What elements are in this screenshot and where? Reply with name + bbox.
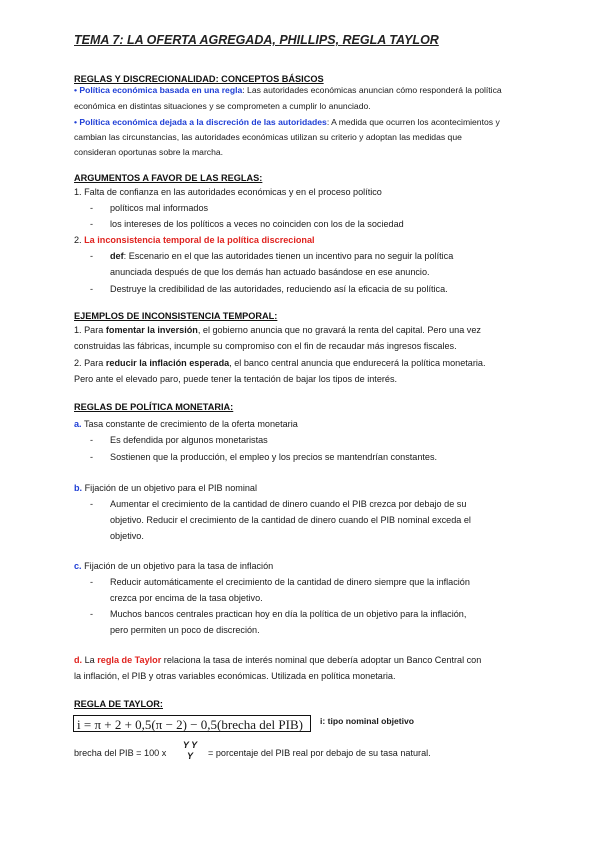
- section-heading-reglas: REGLAS Y DISCRECIONALIDAD: CONCEPTOS BÁSICOS: [74, 74, 324, 84]
- argumento-1a: - políticos mal informados: [90, 203, 209, 213]
- regla-a1: - Es defendida por algunos monetaristas: [90, 435, 268, 445]
- regla-c: c. Fijación de un objetivo para la tasa de inflación: [74, 561, 274, 571]
- brecha-definicion-pre: brecha del PIB = 100 x: [74, 748, 167, 758]
- regla-c1: - Reducir automáticamente el crecimiento de la cantidad de dinero siempre que la inflación: [90, 577, 470, 587]
- formula-note: i: tipo nominal objetivo: [320, 716, 415, 726]
- argumento-2a: - def: Escenario en el que las autoridades tienen un incentivo para no seguir la política: [90, 251, 454, 261]
- ejemplo-1: 1. Para fomentar la inversión, el gobierno anuncia que no gravará la renta del capital. Pero una vez: [74, 325, 481, 335]
- section-heading-argumentos: ARGUMENTOS A FAVOR DE LAS REGLAS:: [74, 173, 263, 183]
- bullet-regla-cont: económica en distintas situaciones y se comprometen a cumplir lo anunciado.: [74, 101, 371, 111]
- bullet-regla-label: • Política económica basada en una regla: [74, 85, 243, 95]
- section-heading-reglas-monetarias: REGLAS DE POLÍTICA MONETARIA:: [74, 402, 234, 412]
- section-heading-ejemplos: EJEMPLOS DE INCONSISTENCIA TEMPORAL:: [74, 311, 278, 321]
- regla-b: b. Fijación de un objetivo para el PIB nominal: [74, 483, 257, 493]
- inconsistencia-temporal-label: La inconsistencia temporal de la política discrecional: [84, 235, 315, 245]
- bullet-regla: • Política económica basada en una regla: Las autoridades económicas anuncian cómo responderá la política: [74, 85, 502, 95]
- regla-taylor-label: regla de Taylor: [97, 655, 162, 665]
- bullet-discrecion: • Política económica dejada a la discreción de las autoridades: A medida que ocurren los acontecimientos y: [74, 117, 500, 127]
- fraction-denominator: Y: [186, 751, 193, 761]
- regla-c1-cont: crezca por encima de la tasa objetivo.: [110, 593, 263, 603]
- argumento-1: 1. Falta de confianza en las autoridades económicas y en el proceso político: [74, 187, 382, 197]
- ejemplo-2: 2. Para reducir la inflación esperada, el banco central anuncia que endurecerá la política monetaria.: [74, 358, 486, 368]
- bullet-discrecion-label: • Política económica dejada a la discreción de las autoridades: [74, 117, 327, 127]
- regla-a: a. Tasa constante de crecimiento de la oferta monetaria: [74, 419, 298, 429]
- regla-b1: - Aumentar el crecimiento de la cantidad de dinero cuando el PIB crezca por debajo de su: [90, 499, 467, 509]
- bullet-discrecion-cont1: cambian las circunstancias, las autoridades económicas utilizan su criterio y adoptan las medidas que: [74, 132, 462, 142]
- bullet-discrecion-cont2: consideran oportunas sobre la marcha.: [74, 147, 224, 157]
- argumento-2: 2. La inconsistencia temporal de la política discrecional: [74, 235, 315, 245]
- argumento-1b: - los intereses de los políticos a veces no coinciden con los de la sociedad: [90, 219, 404, 229]
- regla-a2: - Sostienen que la producción, el empleo y los precios se mantendrían constantes.: [90, 452, 438, 462]
- argumento-2b: - Destruye la credibilidad de las autoridades, reduciendo así la eficacia de su política.: [90, 284, 448, 294]
- regla-c2-cont: pero permiten un poco de discreción.: [110, 625, 260, 635]
- regla-b1-cont1: objetivo. Reducir el crecimiento de la cantidad de dinero cuando el PIB nominal exceda el: [110, 515, 471, 525]
- ejemplo-2-cont: Pero ante el elevado paro, puede tener la tentación de bajar los tipos de interés.: [74, 374, 398, 384]
- brecha-fraction: [178, 740, 202, 762]
- regla-d-cont: la inflación, el PIB y otras variables económicas. Utilizada en política monetaria.: [74, 671, 396, 681]
- argumento-2a-cont: anunciada después de que los demás han actuado basándose en ese anuncio.: [110, 267, 430, 277]
- page-title: TEMA 7: LA OFERTA AGREGADA, PHILLIPS, REGLA TAYLOR: [74, 33, 439, 47]
- taylor-formula: i = π + 2 + 0,5(π − 2) − 0,5(brecha del PIB): [73, 715, 311, 732]
- brecha-definicion-post: = porcentaje del PIB real por debajo de su tasa natural.: [208, 748, 431, 758]
- fraction-numerator: Y Y: [182, 740, 198, 750]
- ejemplo-1-cont: construidas las fábricas, incumple su compromiso con el fin de recaudar más ingresos fiscales.: [74, 341, 457, 351]
- regla-c2: - Muchos bancos centrales practican hoy en día la política de un objetivo para la inflación,: [90, 609, 467, 619]
- regla-d: d. La regla de Taylor relaciona la tasa de interés nominal que debería adoptar un Banco Central con: [74, 655, 482, 665]
- section-heading-regla-taylor: REGLA DE TAYLOR:: [74, 699, 163, 709]
- regla-b1-cont2: objetivo.: [110, 531, 144, 541]
